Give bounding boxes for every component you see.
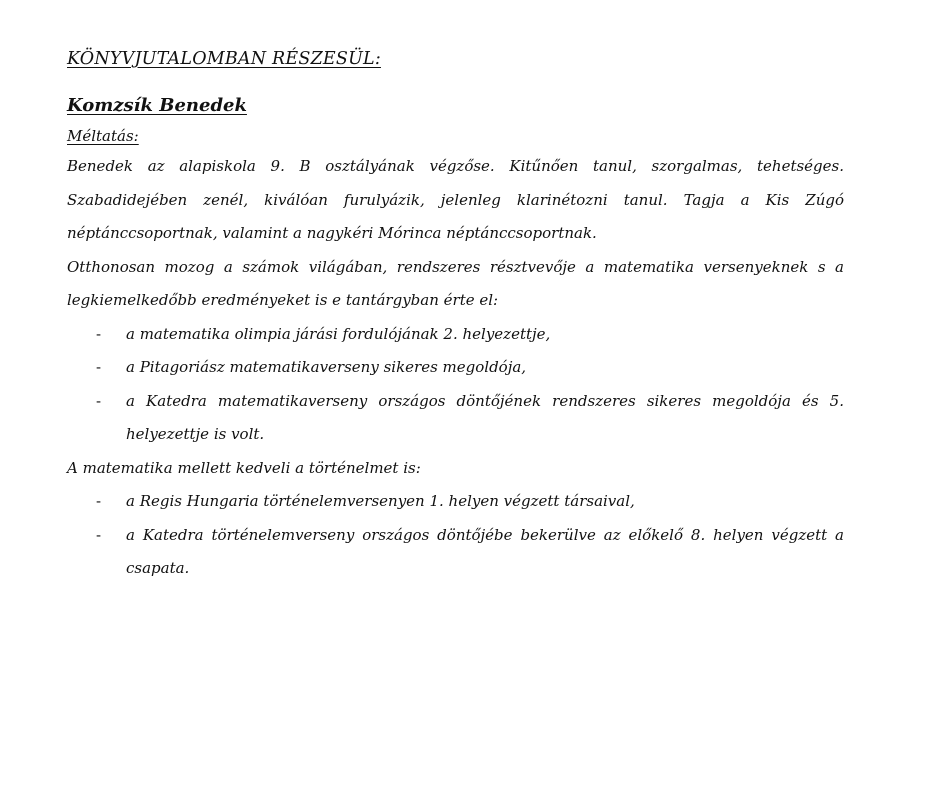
list-item <box>67 318 844 352</box>
history-achievements-list <box>67 485 844 586</box>
list-item-text: a Katedra matematikaverseny országos döntőjének rendszeres sikeres megoldója és 5. helyezettje is volt. <box>126 391 844 443</box>
list-item-text: a matematika olimpia járási fordulójának 2. helyezettje, <box>126 324 551 343</box>
list-item <box>67 519 844 586</box>
list-item <box>67 485 844 519</box>
dash-bullet: - <box>96 492 102 510</box>
list-item-text: a Pitagoriász matematikaverseny sikeres megoldója, <box>126 358 527 376</box>
math-intro-paragraph: Otthonosan mozog a számok világában, rendszeres résztvevője a matematika versenyeknek s a legkiemelkedőbb eredményeket is e tantárgyban érte el: <box>67 257 844 309</box>
award-heading: KÖNYVJUTALOMBAN RÉSZESÜL: <box>67 49 381 69</box>
list-item-text: a Katedra történelemverseny országos döntőjébe bekerülve az előkelő 8. helyen végzett a csapata. <box>126 525 844 577</box>
list-item <box>67 385 844 452</box>
list-item <box>67 351 844 385</box>
history-intro-paragraph: A matematika mellett kedveli a történelmet is: <box>67 458 421 477</box>
dash-bullet: - <box>96 324 102 343</box>
dash-bullet: - <box>96 525 102 544</box>
intro-paragraph: Benedek az alapiskola 9. B osztályának végzőse. Kitűnően tanul, szorgalmas, tehetséges. Szabadidejében zenél, kiválóan furulyázik, jelenleg klarinétozni tanul. Tagja a Kis Zúgó néptánccsoportnak, valamint a nagykéri Mórinca néptánccsoportnak. <box>67 157 844 242</box>
dash-bullet: - <box>96 358 102 376</box>
math-achievements-list <box>67 318 844 452</box>
list-item-text: a Regis Hungaria történelemversenyen 1. helyen végzett társaival, <box>126 492 635 510</box>
student-name: Komzsík Benedek <box>67 95 247 116</box>
document-page <box>67 46 844 586</box>
tribute-label: Méltatás: <box>67 127 139 145</box>
dash-bullet: - <box>96 391 102 410</box>
